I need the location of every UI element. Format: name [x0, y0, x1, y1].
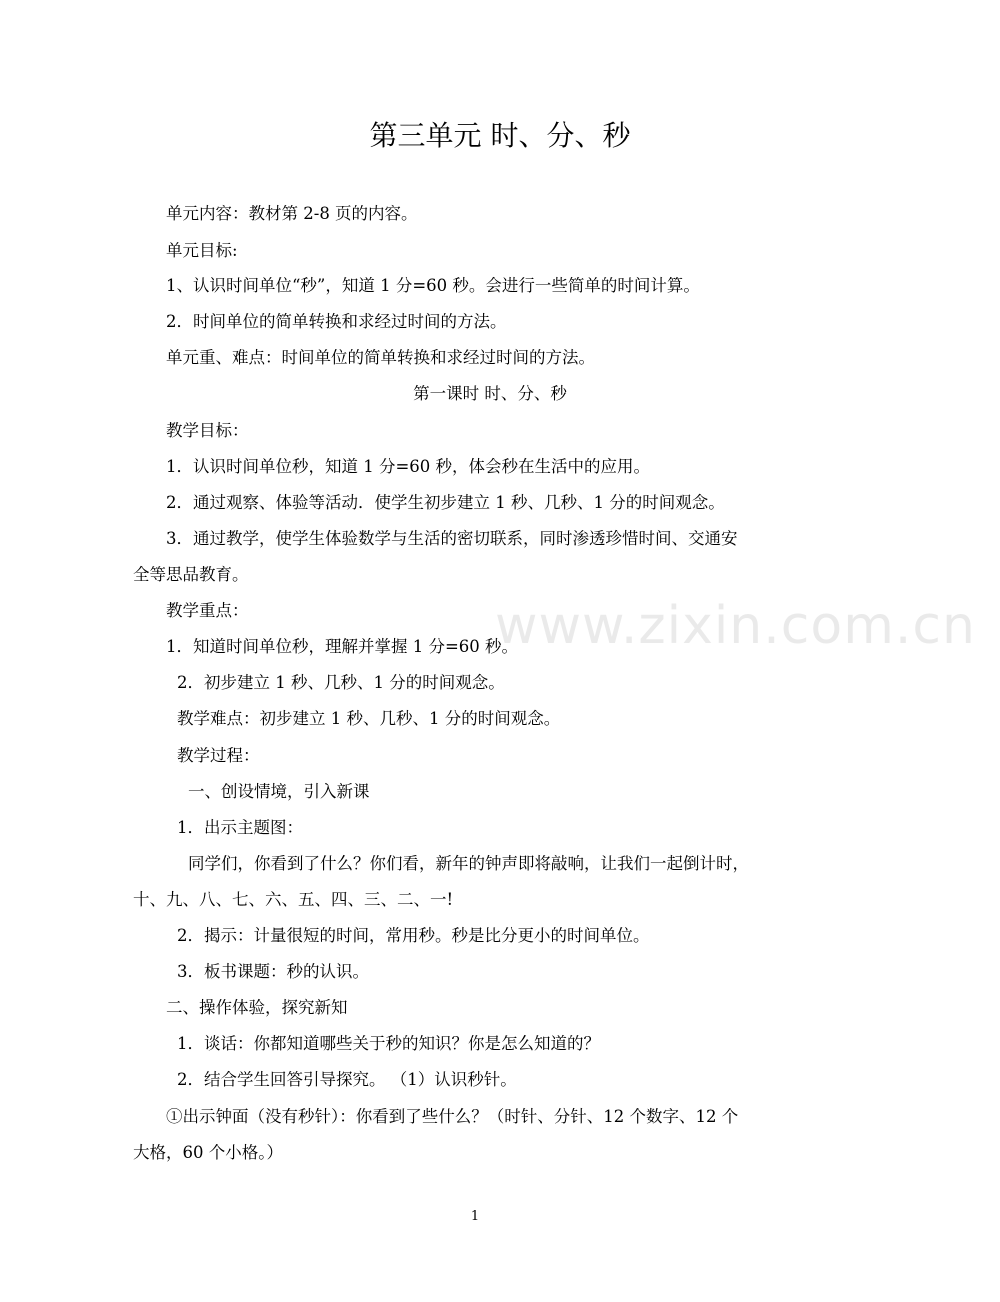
- teaching-focus-heading: 教学重点：: [166, 601, 249, 620]
- unit-key-points: 单元重、难点：时间单位的简单转换和求经过时间的方法。: [166, 348, 595, 367]
- countdown-paragraph-continued: 十、九、八、七、六、五、四、三、二、一!: [133, 890, 454, 909]
- teaching-goal-3: 3．通过教学，使学生体验数学与生活的密切联系，同时渗透珍惜时间、交通安: [166, 529, 738, 548]
- countdown-paragraph: 同学们，你看到了什么？你们看，新年的钟声即将敲响，让我们一起倒计时，: [188, 854, 749, 873]
- unit-goal-1: 1、认识时间单位“秒”，知道 1 分=60 秒。会进行一些简单的时间计算。: [166, 276, 700, 295]
- teaching-focus-1: 1．知道时间单位秒，理解并掌握 1 分=60 秒。: [166, 637, 519, 656]
- teaching-difficulty: 教学难点：初步建立 1 秒、几秒、1 分的时间观念。: [177, 709, 561, 728]
- watermark-text: www.zixin.com.cn: [495, 596, 976, 656]
- unit-content-line: 单元内容：教材第 2-8 页的内容。: [166, 204, 418, 223]
- teaching-goal-1: 1．认识时间单位秒，知道 1 分=60 秒，体会秒在生活中的应用。: [166, 457, 651, 476]
- lesson-title: 第一课时 时、分、秒: [413, 384, 567, 403]
- step-show-picture: 1．出示主题图：: [177, 818, 303, 837]
- document-title: 第三单元 时、分、秒: [369, 119, 631, 152]
- unit-goal-2: 2．时间单位的简单转换和求经过时间的方法。: [166, 312, 507, 331]
- step-guided-exploration: 2．结合学生回答引导探究。 （1）认识秒针。: [177, 1070, 517, 1089]
- teaching-goal-3-continued: 全等思品教育。: [133, 565, 249, 584]
- teaching-process-heading: 教学过程：: [177, 746, 260, 765]
- section-one-heading: 一、创设情境，引入新课: [188, 782, 370, 801]
- teaching-focus-2: 2．初步建立 1 秒、几秒、1 分的时间观念。: [177, 673, 505, 692]
- step-board-title: 3．板书课题：秒的认识。: [177, 962, 369, 981]
- clock-face-question-continued: 大格，60 个小格。）: [133, 1143, 283, 1162]
- teaching-goals-heading: 教学目标：: [166, 421, 249, 440]
- teaching-goal-2: 2．通过观察、体验等活动．使学生初步建立 1 秒、几秒、1 分的时间观念。: [166, 493, 725, 512]
- page-number: 1: [470, 1209, 480, 1224]
- clock-face-question: ①出示钟面（没有秒针）：你看到了些什么？（时针、分针、12 个数字、12 个: [166, 1107, 739, 1126]
- step-reveal: 2．揭示：计量很短的时间，常用秒。秒是比分更小的时间单位。: [177, 926, 650, 945]
- step-discussion: 1．谈话：你都知道哪些关于秒的知识？你是怎么知道的？: [177, 1034, 600, 1053]
- section-two-heading: 二、操作体验，探究新知: [166, 998, 348, 1017]
- unit-goals-heading: 单元目标:: [166, 241, 238, 260]
